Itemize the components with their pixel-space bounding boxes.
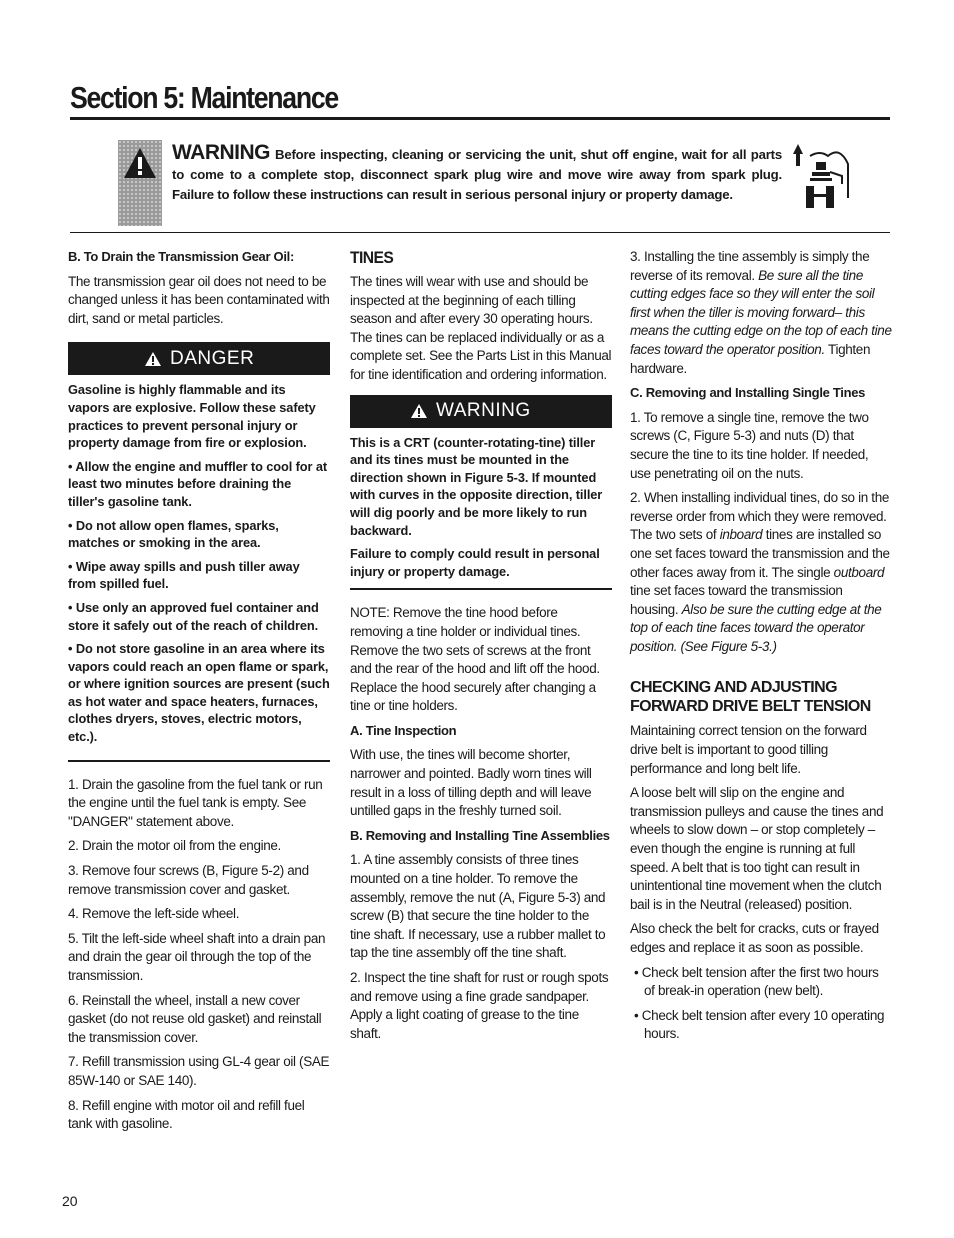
single-tine-step — [630, 489, 892, 656]
single-tine-step: 1. To remove a single tine, remove the two screws (C, Figure 5-3) and nuts (D) that secure the tine to its tine holder. If needed, use penetrating oil on the nuts. — [630, 409, 869, 481]
drain-step: 1. Drain the gasoline from the fuel tank or run the engine until the fuel tank is empty. See "DANGER" statement above. — [68, 776, 323, 829]
danger-bullet: • Wipe away spills and push tiller away from spilled fuel. — [68, 558, 300, 592]
column-3 — [630, 248, 892, 1050]
inboard-term: inboard — [719, 527, 763, 543]
tine-hood-note: NOTE: Remove the tine hood before removing a tine holder or individual tines. Remove the two sets of screws at the front and the rear of the hood and lift off the hood. Replace the hood securely after changing a tine or tine holders. — [350, 605, 600, 714]
warning-label-bar — [350, 395, 612, 428]
step2-italic-text: Also be sure the cutting edge at the top of each tine faces toward the operator position. (See Figure 5-3.) — [630, 601, 882, 654]
warning-box-text: Before inspecting, cleaning or servicing the unit, shut off engine, wait for all parts to come to a complete stop, disconnect spark plug wire and move wire away from spark plug. Failure to follow these instructions can result in serious personal injury or property damage. — [172, 147, 782, 202]
page-number: 20 — [62, 1193, 78, 1209]
header-divider — [70, 232, 890, 233]
disconnect-spark-plug-icon — [790, 142, 854, 214]
tine-inspection-text: With use, the tines will become shorter, narrower and pointed. Badly worn tines will result in a loss of tilling depth and will leave untilled gaps in the freshly turned soil. — [350, 747, 592, 819]
drain-step: 5. Tilt the left-side wheel shaft into a drain pan and drain the gear oil through the top of the transmission. — [68, 930, 326, 983]
warning-bar-triangle-icon — [410, 403, 428, 419]
warning-box — [172, 143, 782, 205]
tine-assemblies-subhead: B. Removing and Installing Tine Assemblies — [350, 827, 610, 843]
drain-step: 6. Reinstall the wheel, install a new cover gasket (do not reuse old gasket) and reinstall the transmission cover. — [68, 992, 322, 1045]
drain-step: 4. Remove the left-side wheel. — [68, 906, 240, 922]
step3-text: 3. Installing the tine assembly is simply the reverse of its removal. — [630, 249, 870, 283]
danger-triangle-icon — [144, 351, 162, 367]
warning-label: WARNING — [172, 141, 270, 164]
belt-paragraph: Maintaining correct tension on the forward drive belt is important to good tilling performance and long belt life. — [630, 723, 867, 776]
step2-text: 2. When installing individual tines, do so in the reverse order from which they were removed. The two sets of — [630, 490, 890, 543]
tine-assembly-step: 1. A tine assembly consists of three tines mounted on a tine holder. To remove the assembly, remove the nut (A, Figure 5-3) and screw (B) that secure the tine holder to the tine shaft. If necessary, use a rubber mallet to tap the tine assembly off the tine shaft. — [350, 852, 606, 961]
tine-assembly-step-3 — [630, 248, 892, 378]
title-rule — [70, 117, 890, 120]
warning-bar-label: WARNING — [436, 399, 531, 421]
belt-bullet: • Check belt tension after the first two hours of break-in operation (new belt). — [634, 964, 879, 999]
danger-text: Gasoline is highly flammable and its vapors are explosive. Follow these safety practices to prevent personal injury or property damage from fire or explosion. — [68, 382, 316, 451]
belt-tension-heading: CHECKING AND ADJUSTING FORWARD DRIVE BELT TENSION — [630, 679, 871, 716]
drain-step: 2. Drain the motor oil from the engine. — [68, 838, 281, 854]
column-1 — [68, 248, 330, 1140]
danger-label-bar — [68, 342, 330, 375]
crt-warning-consequence: Failure to comply could result in personal injury or property damage. — [350, 546, 600, 579]
step3-italic-text: Be sure all the tine cutting edges face so they will enter the soil first when the tiller is moving forward– this means the cutting edge on the top of each tine faces toward the operator position. — [630, 267, 892, 357]
drain-step: 3. Remove four screws (B, Figure 5-2) and remove transmission cover and gasket. — [68, 863, 309, 897]
step3-end-text: Tighten hardware. — [630, 341, 871, 376]
tine-assembly-step: 2. Inspect the tine shaft for rust or rough spots and remove using a fine grade sandpaper. Apply a light coating of grease to the tine shaft. — [350, 970, 609, 1041]
danger-end-rule — [68, 760, 330, 762]
drain-transmission-subhead: B. To Drain the Transmission Gear Oil: — [68, 249, 295, 264]
danger-bullet: • Do not store gasoline in an area where its vapors could reach an open flame or spark, or where ignition sources are present (such as hot water and space heaters, furnaces, clothes dryers, stoves, electric motors, etc.). — [68, 641, 330, 745]
warning-end-rule — [350, 588, 612, 590]
column-2 — [350, 248, 612, 1049]
belt-paragraph: Also check the belt for cracks, cuts or frayed edges and replace it as soon as possible. — [630, 921, 879, 955]
outboard-term: outboard — [833, 564, 885, 580]
step2-text: tine set faces toward the transmission housing. — [630, 583, 843, 617]
tines-intro: The tines will wear with use and should be inspected at the beginning of each tilling season and after every 30 operating hours. The tines can be replaced individually or as a complete set. See the Parts List in this Manual for tine identification and ordering information. — [350, 274, 612, 382]
warning-triangle-icon — [118, 140, 162, 226]
danger-bullet: • Do not allow open flames, sparks, matches or smoking in the area. — [68, 517, 279, 551]
drain-step: 8. Refill engine with motor oil and refill fuel tank with gasoline. — [68, 1097, 305, 1132]
crt-warning-text: This is a CRT (counter-rotating-tine) tiller and its tines must be mounted in the direction shown in Figure 5-3. If mounted with curves in the opposite direction, tiller will dig poorly and be more likely to run backward. — [350, 434, 603, 538]
section-title: Section 5: Maintenance — [70, 80, 338, 115]
drain-step: 7. Refill transmission using GL-4 gear oil (SAE 85W-140 or SAE 140). — [68, 1054, 330, 1088]
belt-paragraph: A loose belt will slip on the engine and transmission pulleys and cause the tines and wheels to slow down – or stop completely – even though the engine is running at full speed. A belt that is too tight can result in unintentional tine movement when the clutch bail is in the Neutral (released) position. — [630, 785, 884, 912]
step2-text: tines are installed so one set faces toward the transmission and the other faces away from it. The single — [630, 527, 890, 580]
belt-bullet: • Check belt tension after every 10 operating hours. — [634, 1007, 885, 1042]
danger-label: DANGER — [170, 347, 255, 369]
tines-heading: TINES — [350, 248, 394, 267]
danger-bullet: • Use only an approved fuel container and store it safely out of the reach of children. — [68, 599, 319, 633]
drain-intro: The transmission gear oil does not need to be changed unless it has been contaminated with dirt, sand or metal particles. — [68, 273, 330, 326]
danger-bullet: • Allow the engine and muffler to cool for at least two minutes before draining the tiller's gasoline tank. — [68, 458, 328, 509]
tine-inspection-subhead: A. Tine Inspection — [350, 722, 457, 738]
single-tines-subhead: C. Removing and Installing Single Tines — [630, 385, 866, 401]
